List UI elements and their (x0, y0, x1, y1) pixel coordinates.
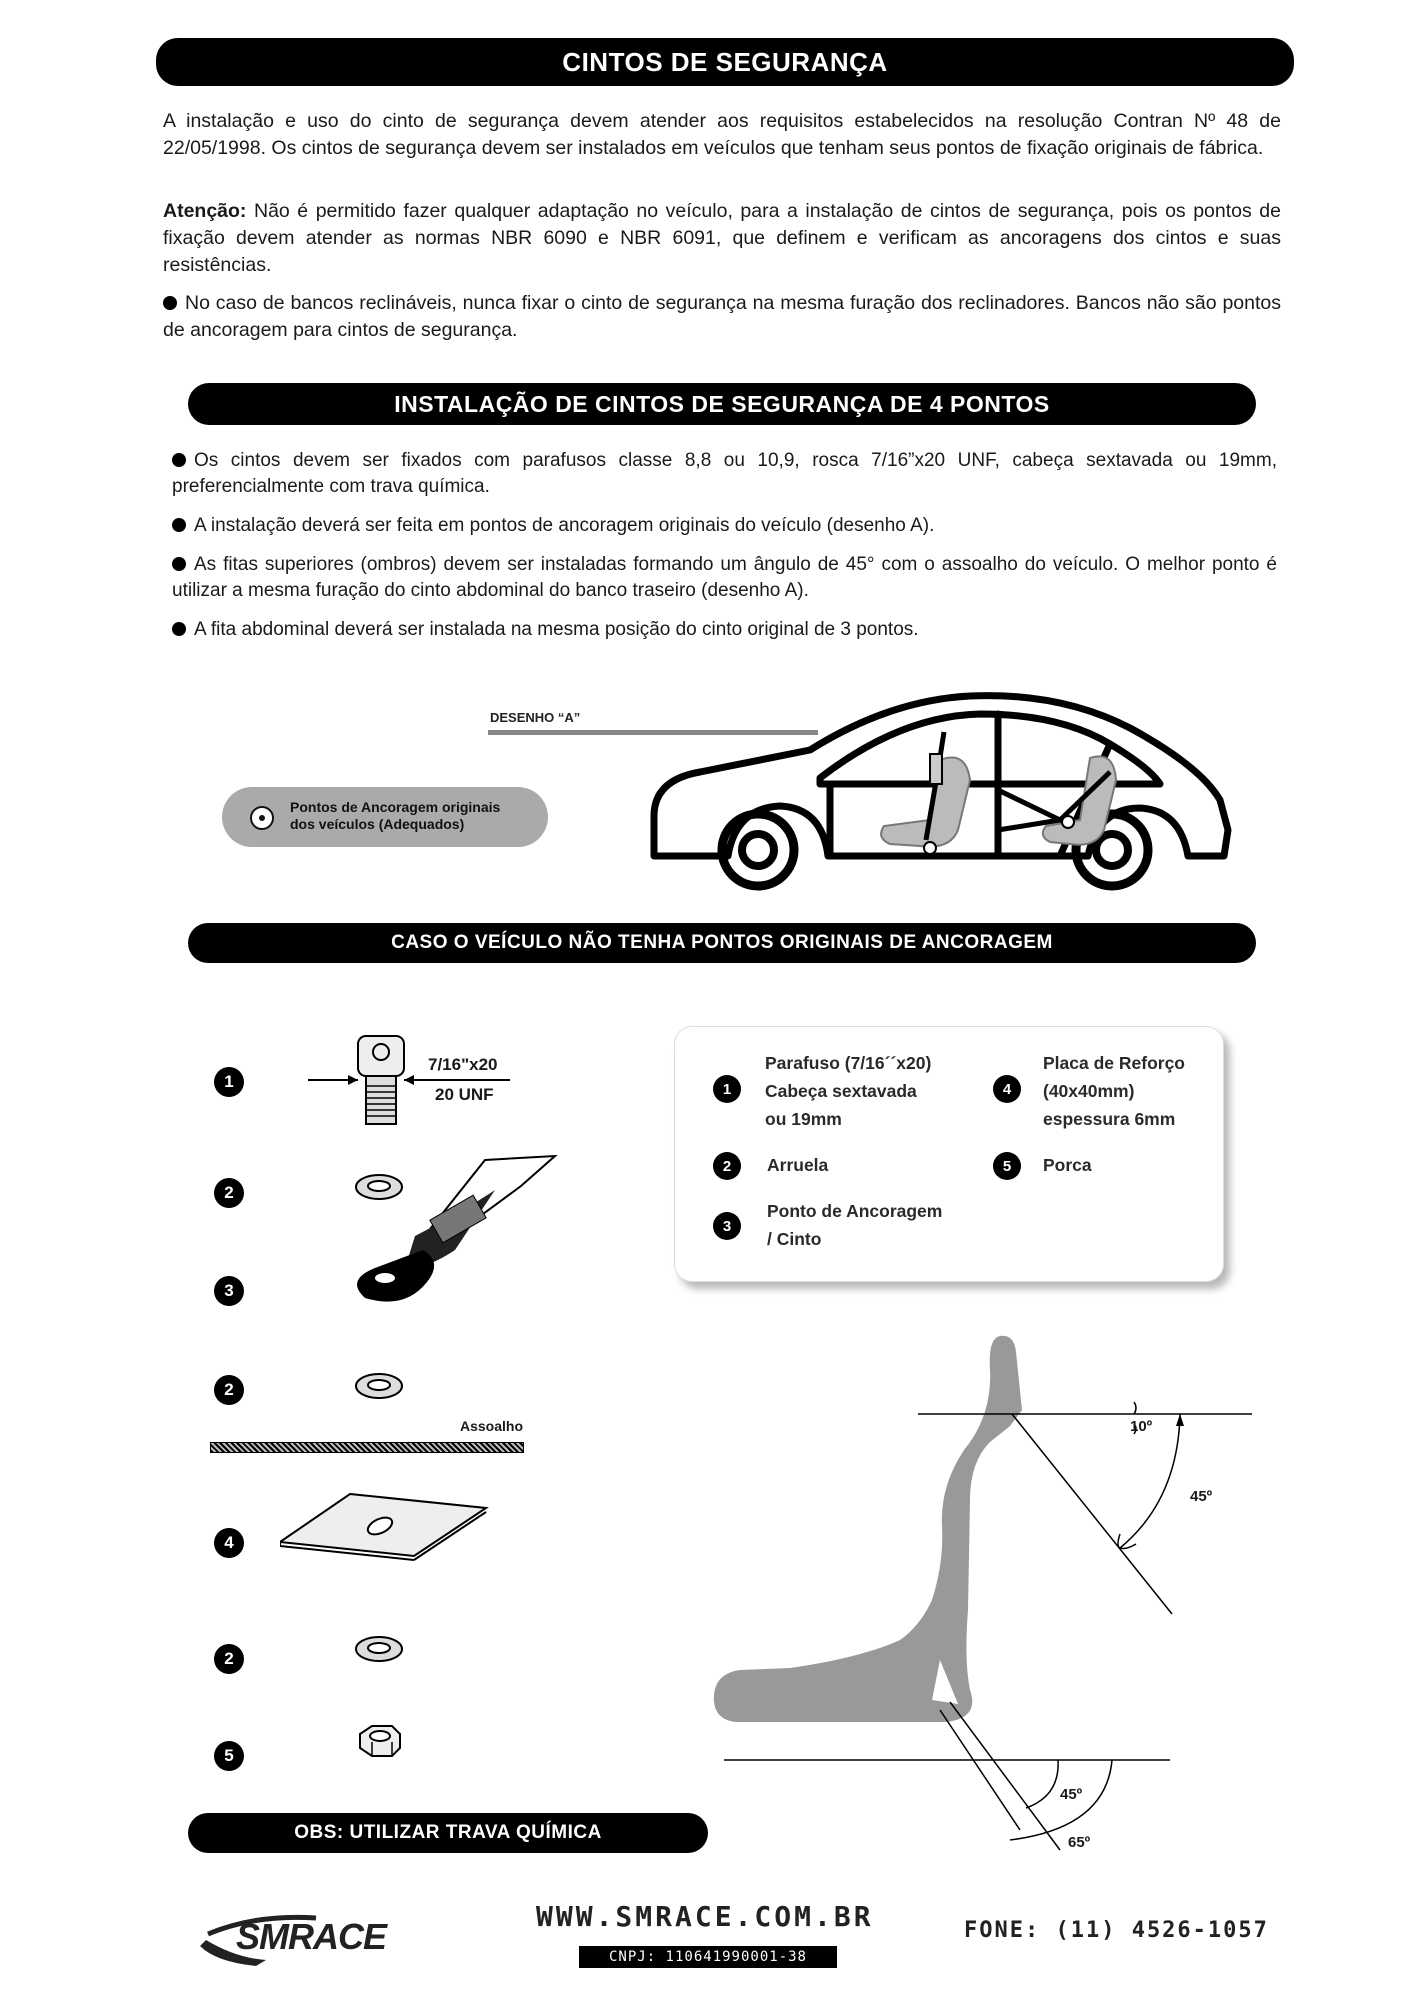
intro-paragraph-3 (163, 290, 1281, 344)
section-no-anchor-title: CASO O VEÍCULO NÃO TENHA PONTOS ORIGINAIS DE ANCORAGEM (391, 932, 1053, 953)
phone-number: FONE: (11) 4526-1057 (964, 1918, 1269, 1943)
intro-paragraph-1: A instalação e uso do cinto de segurança devem atender aos requisitos estabelecidos na resolução Contran Nº 48 de 22/05/1998. Os cintos de segurança devem ser instalados em veículos que tenham seus pontos de fixação originais de fábrica. (163, 110, 1281, 159)
legend-text: Ponto de Ancoragem / Cinto (767, 1201, 943, 1249)
anchor-point-icon (250, 806, 274, 830)
car-drawing (640, 680, 1240, 900)
bullet-dot (172, 622, 186, 636)
angle-10-label: 10º (1130, 1418, 1153, 1435)
bullet-dot (172, 453, 186, 467)
intro-paragraph-2 (163, 198, 1281, 279)
logo-text: SMRACE (236, 1916, 387, 1957)
smrace-logo (196, 1910, 432, 1968)
step-number: 2 (214, 1644, 244, 1674)
attention-text: Não é permitido fazer qualquer adaptação no veículo, para a instalação de cintos de segurança, pois os pontos de fixação devem atender as normas NBR 6090 e NBR 6091, que definem e verificam as ancoragens dos cintos e suas resistências. (163, 200, 1281, 276)
floor-label: Assoalho (460, 1418, 524, 1434)
step-number: 3 (214, 1276, 244, 1306)
legend-number: 3 (713, 1212, 741, 1240)
angle-65-label: 65º (1068, 1834, 1091, 1851)
legend-number: 2 (713, 1152, 741, 1180)
list-item: A instalação deverá ser feita em pontos de ancoragem originais do veículo (desenho A). (172, 513, 1277, 539)
bolt-icon (300, 1030, 520, 1130)
legend-text: Porca (1043, 1155, 1092, 1175)
step-number: 1 (214, 1067, 244, 1097)
obs-text: OBS: UTILIZAR TRAVA QUÍMICA (294, 1822, 602, 1843)
seat-silhouette (714, 1336, 1022, 1722)
belt-anchor-icon (325, 1150, 565, 1330)
anchor-point-icon (924, 842, 936, 854)
seat-angle-diagram (700, 1330, 1260, 1870)
page-title: CINTOS DE SEGURANÇA (562, 46, 888, 77)
drawing-a-label: DESENHO “A” (490, 710, 581, 725)
bullet-list (172, 448, 1277, 643)
reclinable-note: No caso de bancos reclináveis, nunca fixar o cinto de segurança na mesma furação dos reclinadores. Bancos não são pontos de ancoragem para cintos de segurança. (163, 292, 1281, 341)
angle-45-bottom-label: 45º (1060, 1786, 1083, 1803)
list-item: A fita abdominal deverá ser instalada na mesma posição do cinto original de 3 pontos. (172, 617, 1277, 643)
bullet-dot (172, 518, 186, 532)
cnpj-text: CNPJ: 110641990001-38 (608, 1949, 807, 1965)
floor-line (210, 1442, 524, 1453)
reinforcement-plate-icon (280, 1490, 490, 1570)
attention-label: Atenção: (163, 200, 247, 222)
anchor-legend-pill (222, 787, 548, 847)
step-number: 5 (214, 1741, 244, 1771)
washer-icon (354, 1371, 404, 1401)
angle-45-top-label: 45º (1190, 1488, 1213, 1505)
legend-text: Parafuso (7/16´´x20) Cabeça sextavada ou 19mm (765, 1053, 932, 1129)
legend-text: Placa de Reforço (40x40mm) espessura 6mm (1043, 1053, 1185, 1129)
legend-number: 4 (993, 1075, 1021, 1103)
legend-text: Arruela (767, 1155, 829, 1175)
anchor-point-icon (1062, 816, 1074, 828)
section-no-anchor-bar (188, 923, 1256, 963)
bullet-dot (172, 557, 186, 571)
section-4-points-title: INSTALAÇÃO DE CINTOS DE SEGURANÇA DE 4 PONTOS (394, 390, 1050, 417)
bolt-thread-label: 7/16"x20 (428, 1055, 498, 1074)
front-wheel (722, 814, 794, 886)
bullet-dot (163, 296, 177, 310)
legend-number: 1 (713, 1075, 741, 1103)
cnpj-badge (579, 1946, 837, 1968)
list-item: As fitas superiores (ombros) devem ser instaladas formando um ângulo de 45° com o assoalho do veículo. O melhor ponto é utilizar a mesma furação do cinto abdominal do banco traseiro (desenho A). (172, 554, 1277, 601)
bolt-unf-label: 20 UNF (435, 1085, 494, 1104)
section-4-points-bar (188, 383, 1256, 425)
obs-bar (188, 1813, 708, 1853)
page-title-bar (156, 38, 1294, 86)
list-item: Os cintos devem ser fixados com parafusos classe 8,8 ou 10,9, rosca 7/16”x20 UNF, cabeça sextavada ou 19mm, preferencialmente com trava química. (172, 450, 1277, 497)
parts-legend (674, 1026, 1224, 1282)
step-number: 4 (214, 1528, 244, 1558)
step-number: 2 (214, 1178, 244, 1208)
legend-number: 5 (993, 1152, 1021, 1180)
anchor-legend-text: Pontos de Ancoragem originais dos veículos (Adequados) (290, 799, 501, 832)
step-number: 2 (214, 1375, 244, 1405)
website-link[interactable]: WWW.SMRACE.COM.BR (536, 1900, 874, 1933)
washer-icon (354, 1634, 404, 1664)
nut-icon (356, 1722, 404, 1762)
